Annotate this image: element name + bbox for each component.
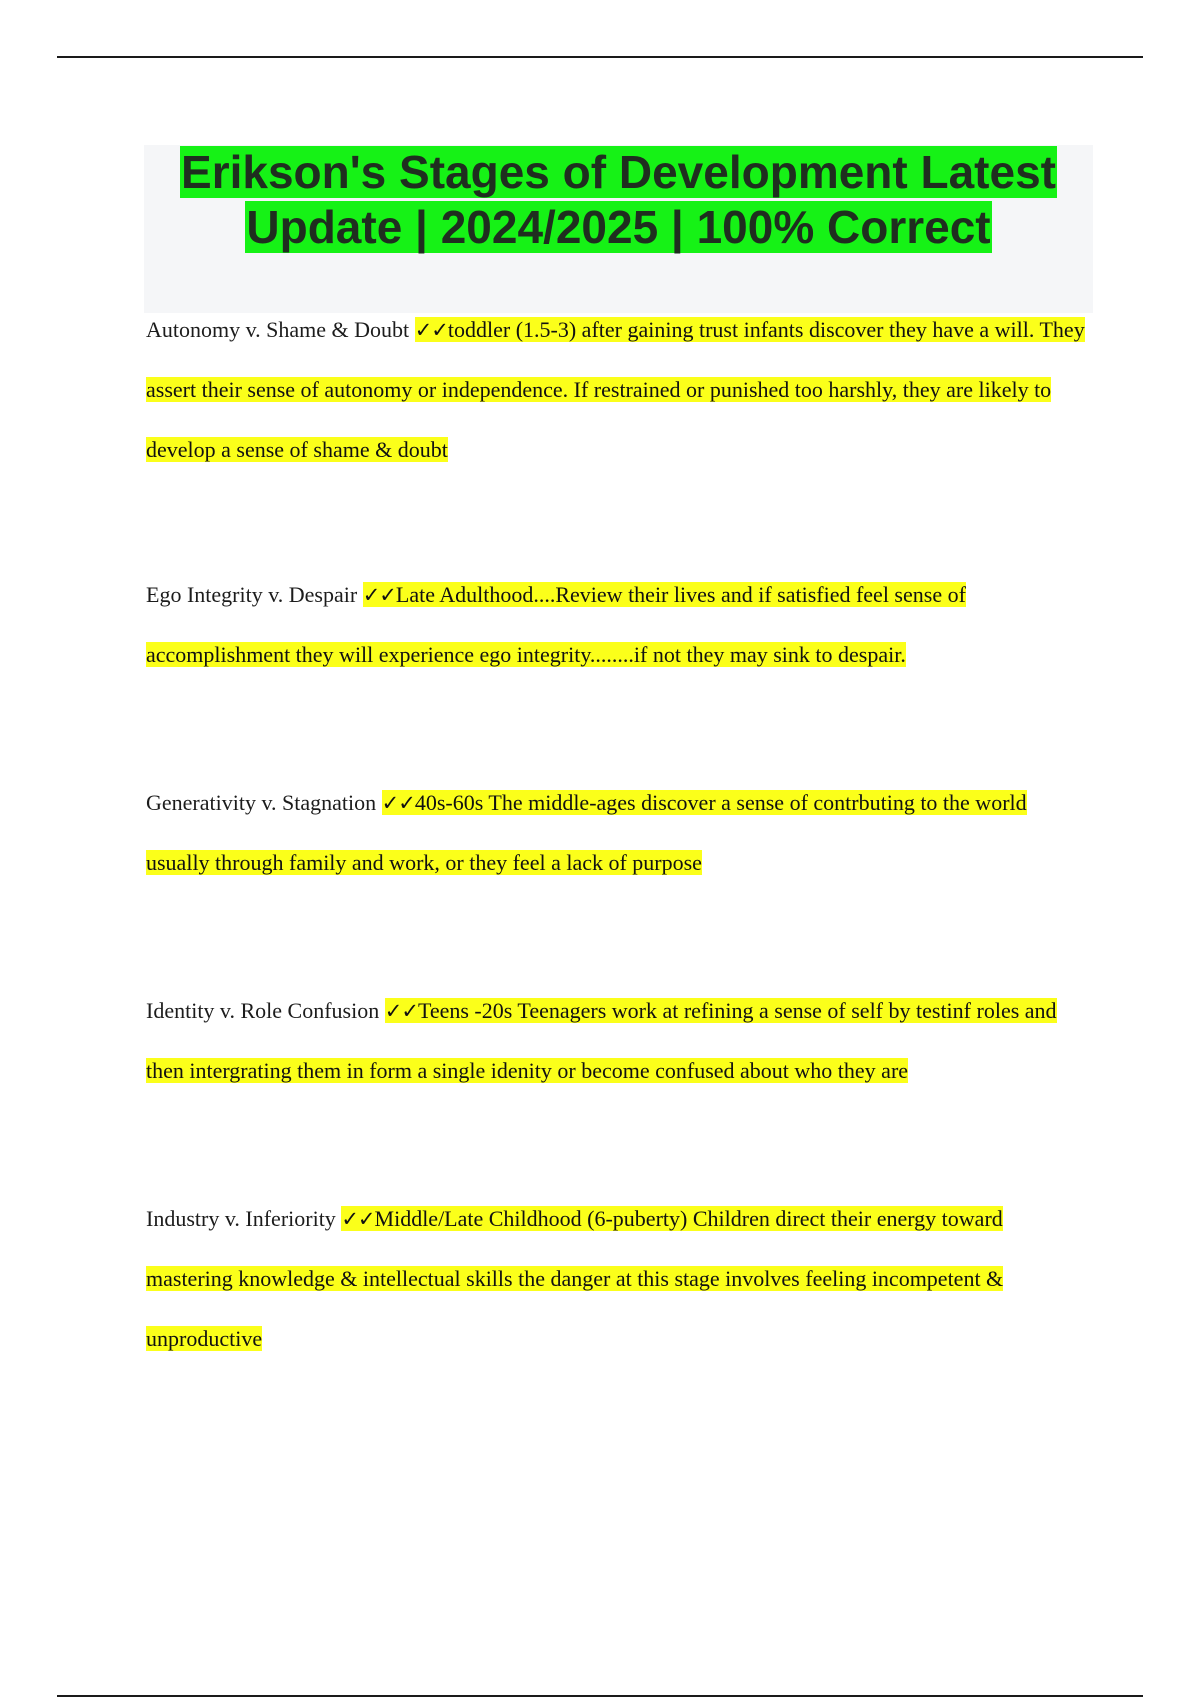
- double-check-icon: ✓✓: [381, 791, 415, 815]
- bottom-rule: [57, 1695, 1143, 1697]
- entry-definition-text: Teens -20s Teenagers work at refining a sense of self by testinf roles and then intergrating them in form a single idenity or become confused about who they are: [146, 998, 1057, 1083]
- double-check-icon: ✓✓: [362, 583, 396, 607]
- entry-term: Industry v. Inferiority: [146, 1206, 336, 1231]
- page-title-text: Erikson's Stages of Development Latest Update | 2024/2025 | 100% Correct: [181, 146, 1056, 253]
- entry-generativity: [146, 773, 1086, 893]
- entry-definition-text: Middle/Late Childhood (6-puberty) Children direct their energy toward mastering knowledge & intellectual skills the danger at this stage involves feeling incompetent & unproductive: [146, 1206, 1004, 1351]
- double-check-icon: ✓✓: [384, 999, 418, 1023]
- title-banner: [144, 145, 1093, 313]
- page-title: [144, 145, 1093, 255]
- double-check-icon: ✓✓: [414, 318, 448, 342]
- entry-definition-text: Late Adulthood....Review their lives and if satisfied feel sense of accomplishment they will experience ego integrity........if not they may sink to despair.: [146, 582, 966, 667]
- entry-ego-integrity: [146, 565, 1086, 685]
- entry-term: Generativity v. Stagnation: [146, 790, 377, 815]
- entry-identity: [146, 981, 1086, 1101]
- entry-definition-text: 40s-60s The middle-ages discover a sense of contrbuting to the world usually through family and work, or they feel a lack of purpose: [146, 790, 1027, 875]
- double-check-icon: ✓✓: [341, 1207, 375, 1231]
- entry-term: Autonomy v. Shame & Doubt: [146, 317, 410, 342]
- entry-industry: [146, 1189, 1086, 1369]
- top-rule: [57, 56, 1143, 58]
- entry-term: Ego Integrity v. Despair: [146, 582, 358, 607]
- entry-definition-text: toddler (1.5-3) after gaining trust infants discover they have a will. They assert their sense of autonomy or independence. If restrained or punished too harshly, they are likely to develop a sense of shame & doubt: [146, 317, 1085, 462]
- entry-term: Identity v. Role Confusion: [146, 998, 380, 1023]
- entry-autonomy: [146, 300, 1086, 480]
